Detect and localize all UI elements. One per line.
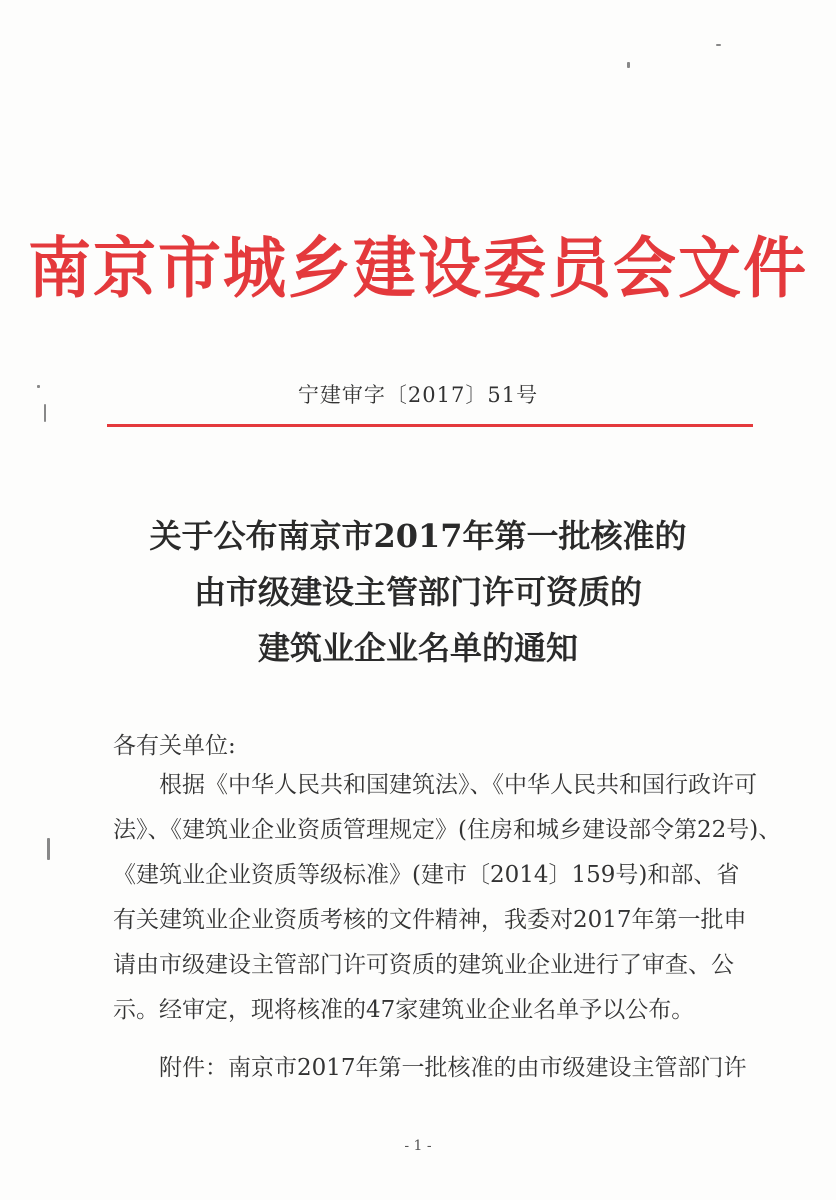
notice-title — [0, 508, 836, 676]
scan-speck — [627, 62, 630, 68]
scan-speck — [37, 385, 40, 388]
document-number: 宁建审字〔2017〕51号 — [297, 383, 539, 407]
notice-title-line-2: 由市级建设主管部门许可资质的 — [193, 573, 642, 611]
body-line-5: 请由市级建设主管部门许可资质的建筑业企业进行了审查、公 — [113, 952, 734, 978]
body-line-3: 《建筑业企业资质等级标准》(建市〔2014〕159号)和部、省 — [113, 862, 740, 888]
body-paragraph — [113, 763, 782, 1033]
attachment-line: 附件：南京市2017年第一批核准的由市级建设主管部门许 — [159, 1055, 747, 1081]
body-line-4: 有关建筑业企业资质考核的文件精神，我委对2017年第一批申 — [113, 907, 747, 933]
issuer-header: 南京市城乡建设委员会文件 — [28, 229, 808, 307]
body-line-2: 法》、《建筑业企业资质管理规定》(住房和城乡建设部令第22号)、 — [113, 817, 782, 843]
red-divider — [107, 424, 753, 427]
scan-speck — [716, 44, 721, 46]
body-line-1: 根据《中华人民共和国建筑法》、《中华人民共和国行政许可 — [159, 772, 757, 798]
notice-title-line-1: 关于公布南京市2017年第一批核准的 — [149, 517, 687, 555]
scan-speck — [44, 404, 46, 422]
body-line-6: 示。经审定，现将核准的47家建筑业企业名单予以公布。 — [113, 997, 695, 1023]
notice-title-line-3: 建筑业企业名单的通知 — [257, 629, 578, 667]
page-number: - 1 - — [404, 1138, 432, 1154]
scan-speck — [47, 838, 50, 860]
salutation: 各有关单位: — [113, 733, 236, 759]
